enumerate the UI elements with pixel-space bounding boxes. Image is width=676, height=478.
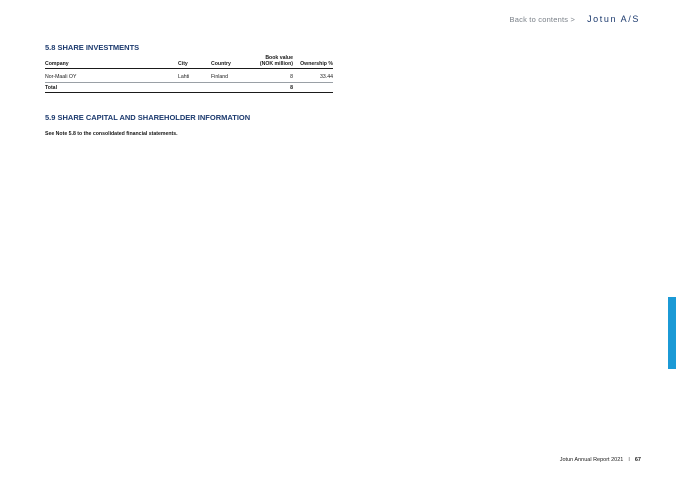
section-side-tab[interactable] bbox=[668, 297, 676, 369]
col-header-book-value bbox=[251, 55, 293, 69]
col-header-country: Country bbox=[211, 61, 231, 68]
note-text: See Note 5.8 to the consolidated financial statements. bbox=[45, 131, 178, 137]
col-header-book-value-line2: (NOK million) bbox=[259, 61, 293, 68]
brand-logo: Jotun A/S bbox=[587, 14, 640, 24]
col-header-book-value-line1: Book value bbox=[265, 55, 293, 61]
share-investments-table bbox=[45, 55, 333, 93]
total-empty-ownership bbox=[293, 83, 333, 93]
total-label: Total bbox=[45, 85, 58, 92]
cell-company: Nor-Maali OY bbox=[45, 74, 77, 81]
footer-separator: I bbox=[628, 457, 630, 463]
top-navigation bbox=[510, 14, 640, 24]
cell-city: Lahti bbox=[178, 74, 190, 81]
col-header-ownership: Ownership % bbox=[300, 61, 333, 68]
table-header-row bbox=[45, 55, 333, 69]
back-to-contents-link[interactable]: Back to contents > bbox=[509, 15, 576, 24]
section-title-share-capital: 5.9 SHARE CAPITAL AND SHAREHOLDER INFORMATION bbox=[45, 113, 251, 122]
section-title-share-investments: 5.8 SHARE INVESTMENTS bbox=[45, 43, 140, 52]
cell-country: Finland bbox=[211, 74, 229, 81]
table-total-row bbox=[45, 83, 333, 93]
footer-report-title: Jotun Annual Report 2021 bbox=[559, 457, 624, 463]
page-number: 67 bbox=[634, 457, 641, 463]
cell-ownership: 33.44 bbox=[320, 74, 333, 81]
cell-book-value: 8 bbox=[290, 74, 293, 81]
page-footer bbox=[560, 457, 641, 463]
table-row bbox=[45, 69, 333, 83]
col-header-company: Company bbox=[45, 61, 69, 68]
total-empty-country bbox=[211, 83, 251, 93]
col-header-city: City bbox=[178, 61, 188, 68]
total-empty-city bbox=[178, 83, 211, 93]
total-book-value: 8 bbox=[290, 85, 293, 92]
